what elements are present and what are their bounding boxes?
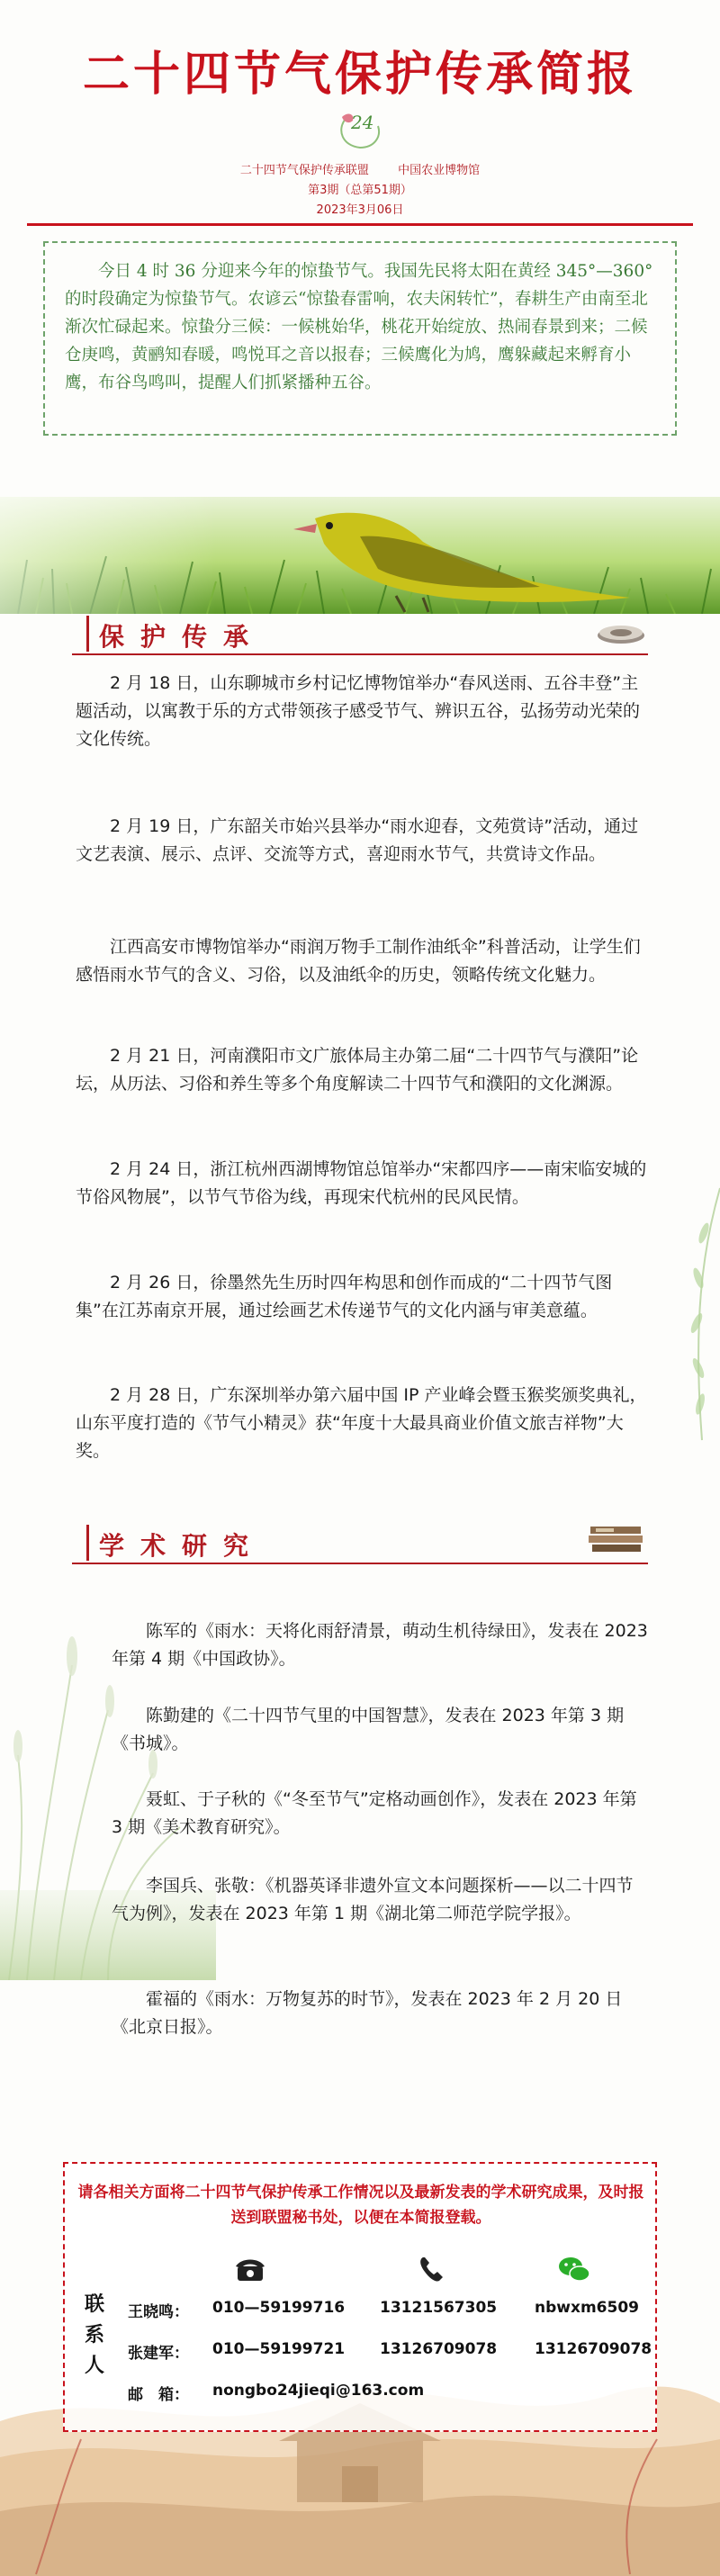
oriole-banner-image [0,497,720,614]
header-divider [27,223,693,226]
organization-museum: 中国农业博物馆 [398,164,481,177]
contact-name: 张建军： [128,2345,189,2363]
research-item-2: 陈勤建的《二十四节气里的中国智慧》，发表在 2023 年第 3 期《书城》。 [112,1706,625,1753]
page-title: 二十四节气保护传承简报 [82,47,637,102]
protect-item-4: 2 月 21 日，河南濮阳市文广旅体局主办第二届“二十四节气与濮阳”论坛，从历法、习俗和养生等多个角度解读二十四节气和濮阳的文化渊源。 [76,1046,639,1094]
protect-item-3: 江西高安市博物馆举办“雨润万物手工制作油纸伞”科普活动，让学生们感悟雨水节气的含义、习俗，以及油纸伞的历史，领略传统文化魅力。 [76,937,641,985]
contact-name: 王晓鸣： [128,2303,189,2321]
protect-item-1: 2 月 18 日，山东聊城市乡村记忆博物馆举办“春风送雨、五谷丰登”主题活动，以寓教于乐的方式带领孩子感受节气、辨识五谷，弘扬劳动光荣的文化传统。 [76,673,641,749]
research-item-4: 李国兵、张敬：《机器英译非遗外宣文本问题探析——以二十四节气为例》，发表在 2023 年第 1 期《湖北第二师范学院学报》。 [112,1876,634,1923]
organizations [0,160,720,177]
section-header-research [0,1521,720,1570]
logo-number: 24 [351,112,374,133]
protect-item-7: 2 月 28 日，广东深圳举办第六届中国 IP 产业峰会暨玉猴奖颁奖典礼，山东平度打造的《节气小精灵》获“年度十大最具商业价值文旅吉祥物”大奖。 [76,1385,647,1461]
contact-label: 联系人 [84,2293,104,2377]
submission-notice: 请各相关方面将二十四节气保护传承工作情况以及最新发表的学术研究成果，及时报送到联盟秘书处，以便在本简报登载。 [77,2184,644,2227]
contact-phone: 010—59199721 [212,2340,346,2358]
research-item-3: 聂虹、于子秋的《“冬至节气”定格动画创作》，发表在 2023 年第 3 期《美术教育研究》。 [112,1789,637,1837]
contact-mobile: 13126709078 [380,2340,498,2358]
phone-icon [232,2252,268,2288]
inkstone-icon [594,616,648,648]
section-title-protect: 保护传承 [99,622,266,652]
jieqi-logo [333,106,387,157]
section-header-protect [0,612,720,661]
willow-decoration [621,1179,720,1449]
research-item-5: 霍福的《雨水：万物复苏的时节》，发表在 2023 年 2 月 20 日《北京日报》。 [112,1989,623,2037]
protect-item-6: 2 月 26 日，徐墨然先生历时四年构思和创作而成的“二十四节气图集”在江苏南京开展，通过绘画艺术传递节气的文化内涵与审美意蕴。 [76,1273,613,1320]
issue-date: 2023年3月06日 [316,203,404,217]
intro-box [43,241,677,436]
books-icon [585,1521,648,1561]
contact-phone: 010—59199716 [212,2299,346,2317]
email-address[interactable]: nongbo24jieqi@163.com [212,2382,425,2400]
protect-item-2: 2 月 19 日，广东韶关市始兴县举办“雨水迎春，文苑赏诗”活动，通过文艺表演、展示、点评、交流等方式，喜迎雨水节气，共赏诗文作品。 [76,816,639,864]
section-title-research: 学术研究 [99,1531,266,1561]
protect-item-5: 2 月 24 日，浙江杭州西湖博物馆总馆举办“宋都四序——南宋临安城的节俗风物展”，以节气节俗为线，再现宋代杭州的民风民情。 [76,1159,647,1207]
contact-wechat: nbwxm6509 [535,2299,639,2317]
contact-box [63,2162,657,2432]
mobile-icon [414,2252,450,2288]
contact-mobile: 13121567305 [380,2299,498,2317]
contact-wechat: 13126709078 [535,2340,652,2358]
intro-text: 今日 4 时 36 分迎来今年的惊蛰节气。我国先民将太阳在黄经 345°—360° 的时段确定为惊蛰节气。农谚云“惊蛰春雷响，农夫闲转忙”，春耕生产由南至北渐次忙碌起来。惊蛰分三候：一候桃始华，桃花开始绽放、热闹春景到来；二候仓庚鸣，黄鹂知春暖，鸣悦耳之音以报春；三候鹰化为鸠，鹰躲藏起来孵育小鹰，布谷鸟鸣叫，提醒人们抓紧播种五谷。 [65,262,653,392]
research-item-1: 陈军的《雨水：天将化雨舒清景，萌动生机待绿田》，发表在 2023 年第 4 期《中国政协》。 [112,1621,648,1669]
issue-number: 第3期（总第51期） [308,184,412,197]
organization-alliance: 二十四节气保护传承联盟 [239,164,369,177]
email-label: 邮 箱： [128,2386,189,2404]
wechat-icon [556,2252,592,2288]
